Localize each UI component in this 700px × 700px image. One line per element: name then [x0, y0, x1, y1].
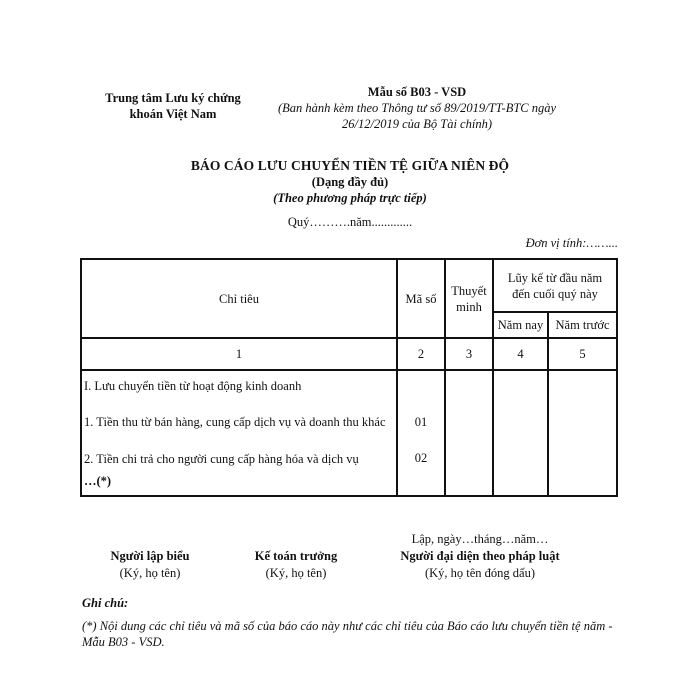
preparer-title: Người lập biểu	[110, 549, 190, 563]
column-number: 5	[548, 338, 617, 370]
header-indicator: Chỉ tiêu	[81, 259, 397, 338]
form-basis	[262, 100, 572, 132]
report-period: Quý……….năm.............	[287, 215, 413, 229]
note-heading: Ghi chú:	[82, 596, 129, 610]
column-number: 2	[397, 338, 445, 370]
report-title-block	[100, 158, 600, 230]
form-basis-line-1: (Ban hành kèm theo Thông tư số 89/2019/TT-BTC ngày	[277, 101, 557, 115]
organization-line-1: Trung tâm Lưu ký chứng	[105, 91, 241, 105]
accountant-title: Kế toán trưởng	[254, 549, 338, 563]
header-note-line-1: Thuyết	[451, 283, 487, 298]
currency-unit: Đơn vị tính:……...	[525, 236, 618, 250]
organization-line-2: khoán Việt Nam	[129, 107, 217, 121]
section-heading: I. Lưu chuyển tiền từ hoạt động kinh doanh	[81, 370, 397, 400]
column-number: 4	[493, 338, 548, 370]
row-label: 2. Tiền chi trả cho người cung cấp hàng hóa và dịch vụ	[84, 451, 359, 466]
note-text: (*) Nội dung các chỉ tiêu và mã số của báo cáo này như các chỉ tiêu của Báo cáo lưu chuyển tiền tệ năm - Mẫu B03 - VSD.	[82, 619, 613, 649]
accountant-signature	[206, 548, 386, 582]
report-title: BÁO CÁO LƯU CHUYỂN TIỀN TỆ GIỮA NIÊN ĐỘ	[190, 158, 510, 173]
legal-rep-sign-note: (Ký, họ tên đóng dấu)	[424, 566, 536, 580]
column-number: 1	[81, 338, 397, 370]
form-number: Mẫu số B03 - VSD	[367, 85, 467, 99]
row-label-cell	[81, 444, 397, 496]
sign-date: Lập, ngày…tháng…năm…	[411, 532, 549, 546]
table-row	[81, 444, 617, 496]
row-code: 02	[397, 444, 445, 496]
cash-flow-table	[80, 258, 618, 497]
header-cumulative-line-1: Lũy kế từ đầu năm	[507, 270, 603, 285]
row-continuation: …(*)	[84, 473, 112, 488]
row-code: 01	[397, 400, 445, 444]
header-code: Mã số	[397, 259, 445, 338]
header-note-line-2: minh	[456, 299, 482, 314]
header-cumulative-line-2: đến cuối quý này	[512, 286, 598, 301]
accountant-sign-note: (Ký, họ tên)	[265, 566, 327, 580]
form-basis-line-2: 26/12/2019 của Bộ Tài chính)	[342, 117, 492, 131]
table-header-row	[81, 259, 617, 312]
report-type: (Dạng đầy đủ)	[311, 175, 389, 189]
organization-name	[88, 90, 258, 122]
table-row	[81, 400, 617, 444]
column-number: 3	[445, 338, 493, 370]
header-note	[445, 259, 493, 338]
header-this-year: Năm nay	[493, 312, 548, 338]
column-number-row	[81, 338, 617, 370]
legal-rep-signature	[370, 548, 590, 582]
table-row	[81, 370, 617, 400]
report-method: (Theo phương pháp trực tiếp)	[273, 191, 427, 205]
form-info	[262, 84, 572, 132]
header-prior-year: Năm trước	[548, 312, 617, 338]
preparer-sign-note: (Ký, họ tên)	[119, 566, 181, 580]
header-cumulative	[493, 259, 617, 312]
legal-rep-title: Người đại diện theo pháp luật	[400, 549, 560, 563]
row-label: 1. Tiền thu từ bán hàng, cung cấp dịch vụ và doanh thu khác	[81, 400, 397, 444]
